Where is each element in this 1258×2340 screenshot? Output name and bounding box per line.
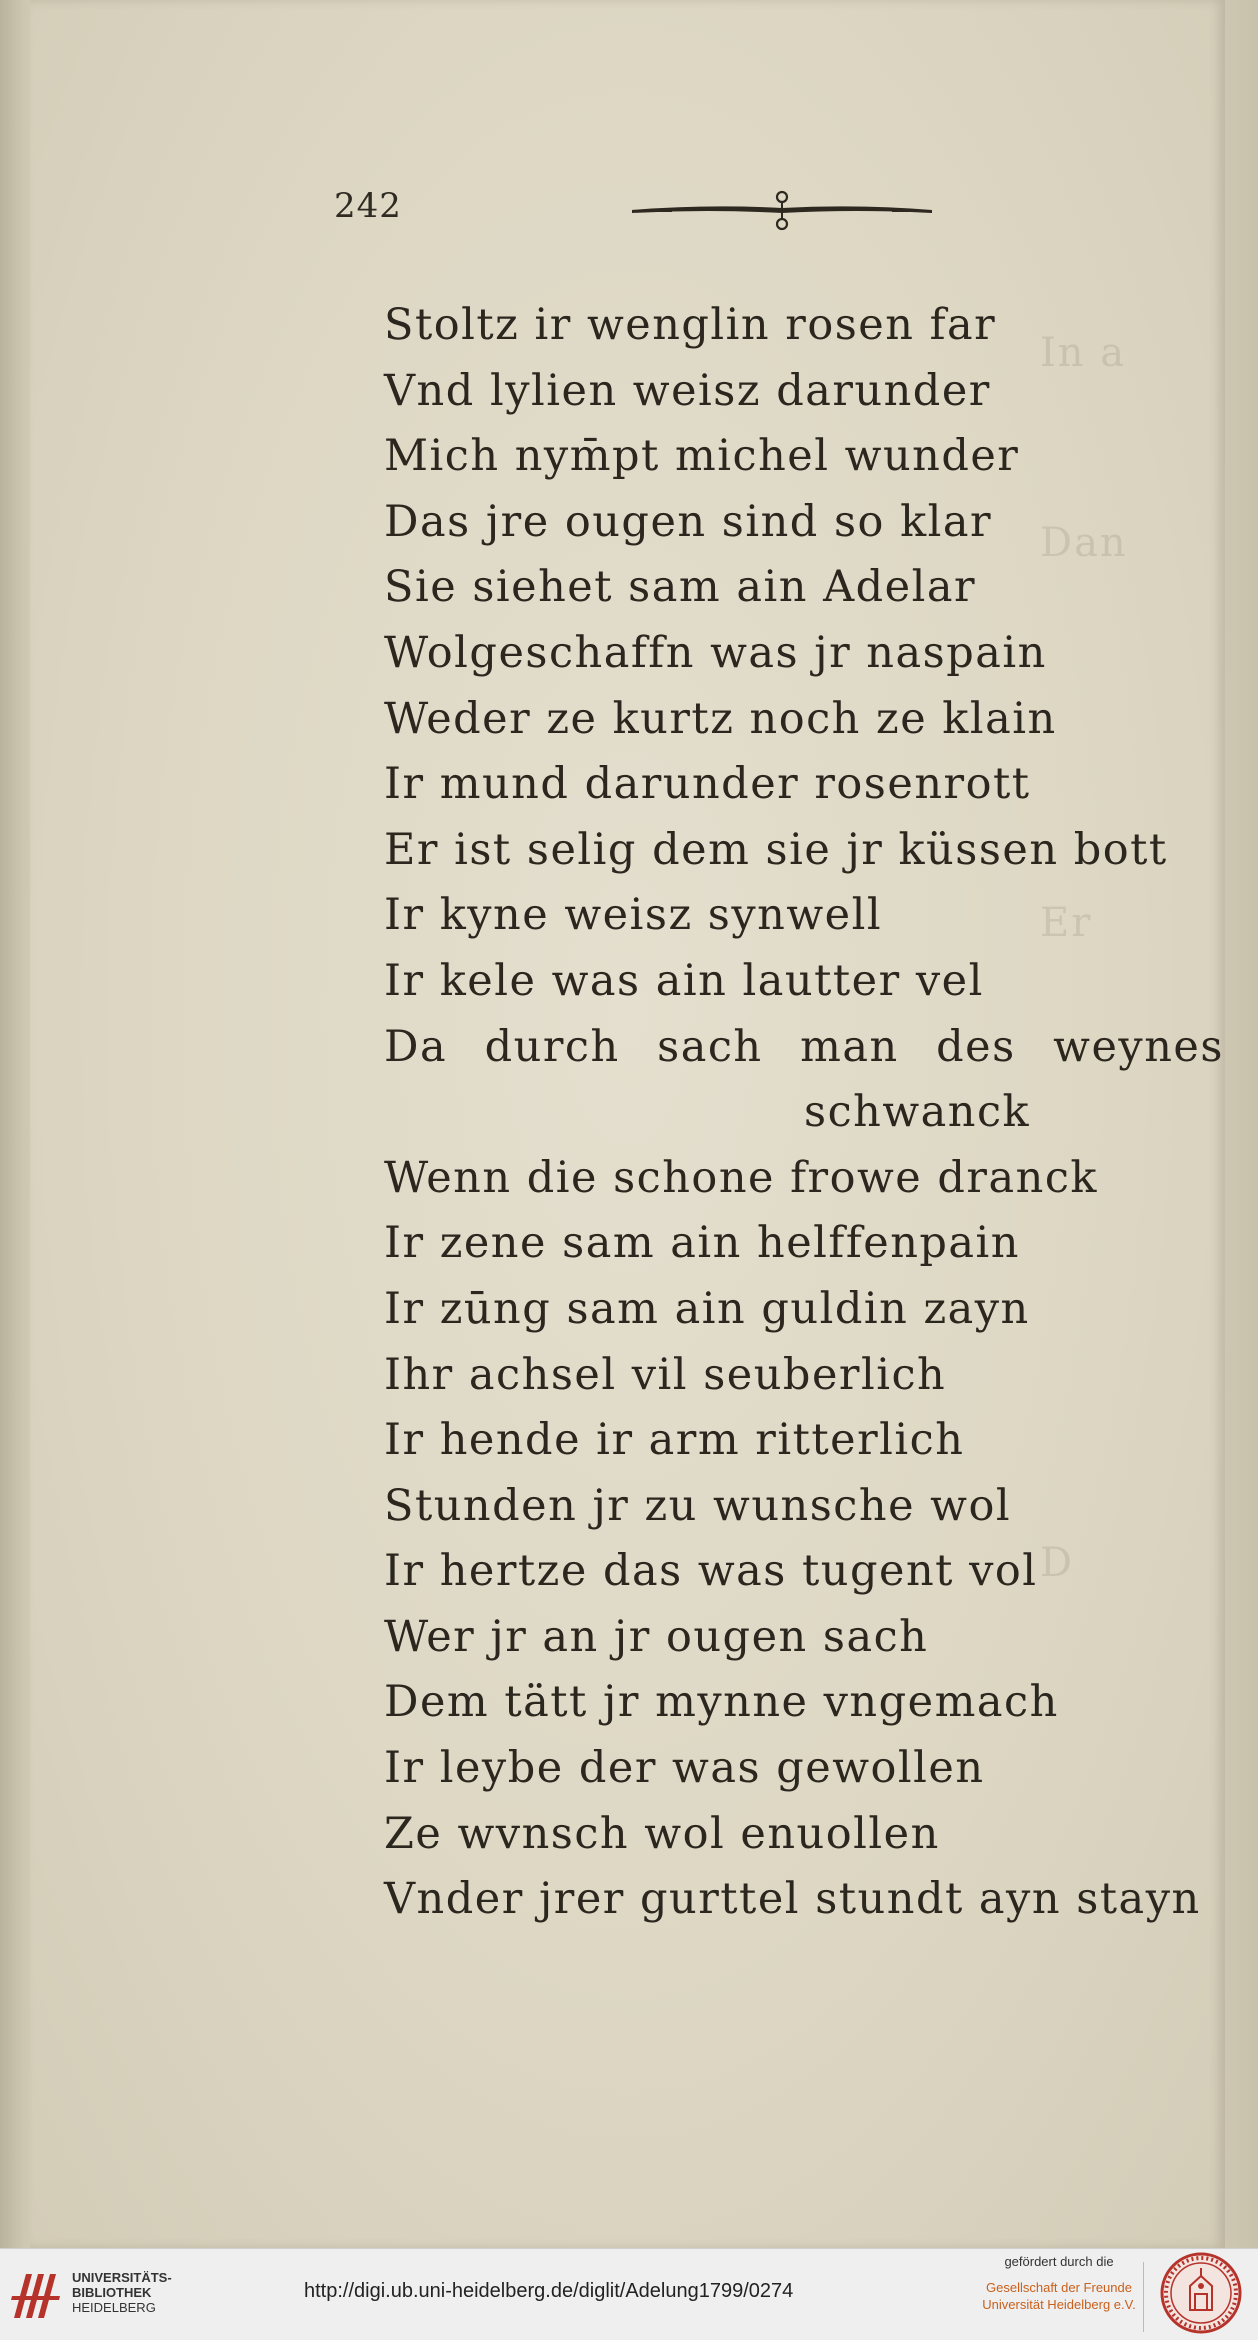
poem-line: Wenn die schone frowe dranck <box>384 1152 1098 1203</box>
poem-word: durch <box>484 1021 620 1072</box>
university-seal-icon[interactable] <box>1160 2252 1242 2334</box>
show-through-text: D <box>1040 1540 1075 1586</box>
sponsor-name-line: Universität Heidelberg e.V. <box>982 2297 1136 2312</box>
poem-word: Da <box>384 1021 448 1072</box>
poem-line: Ir kele was ain lautter vel <box>384 955 984 1006</box>
poem-line: Ir mund darunder rosenrott <box>384 759 1031 810</box>
poem-line: Weder ze kurtz noch ze klain <box>384 693 1057 744</box>
poem-line: Ir zūng sam ain guldin zayn <box>384 1283 1030 1334</box>
show-through-text: In a <box>1040 330 1127 376</box>
poem-word: weynes <box>1053 1021 1224 1072</box>
poem-line: Mich nym̄pt michel wunder <box>384 431 1020 482</box>
poem-line: Ze wvnsch wol enuollen <box>384 1808 940 1859</box>
poem-line: Vnd lylien weisz darunder <box>384 365 991 416</box>
poem-line: Sie siehet sam ain Adelar <box>384 562 977 613</box>
show-through-text: Er <box>1040 900 1093 946</box>
poem-word: des <box>936 1021 1016 1072</box>
ub-heidelberg-logo-icon[interactable] <box>10 2266 64 2322</box>
poem-line: Das jre ougen sind so klar <box>384 496 993 547</box>
poem-line: Vnder jrer gurttel stundt ayn stayn <box>384 1874 1201 1925</box>
poem-line: Stunden jr zu wunsche wol <box>384 1480 1012 1531</box>
poem-line: Ihr achsel vil seuberlich <box>384 1349 947 1400</box>
permalink-url[interactable]: http://digi.ub.uni-heidelberg.de/diglit/Adelung1799/0274 <box>304 2280 794 2302</box>
library-name[interactable] <box>72 2270 172 2315</box>
sponsor-credit[interactable] <box>974 2254 1144 2313</box>
page-number: 242 <box>334 186 402 226</box>
ornament-rule-icon <box>632 186 932 236</box>
footer-divider <box>1143 2262 1144 2332</box>
poem-line: Ir leybe der was gewollen <box>384 1743 985 1794</box>
poem-line: Ir hende ir arm ritterlich <box>384 1415 965 1466</box>
library-name-line: HEIDELBERG <box>72 2300 156 2315</box>
poem-line: Wer jr an jr ougen sach <box>384 1611 929 1662</box>
poem-word: sach <box>657 1021 763 1072</box>
poem-line-continuation: schwanck <box>804 1087 1031 1138</box>
poem-line: Wolgeschaffn was jr naspain <box>384 627 1047 678</box>
poem-word: man <box>800 1021 899 1072</box>
poem-line: Ir zene sam ain helffenpain <box>384 1218 1020 1269</box>
poem-line: Ir kyne weisz synwell <box>384 890 883 941</box>
poem-line: Dem tätt jr mynne vngemach <box>384 1677 1059 1728</box>
poem-line: Ir hertze das was tugent vol <box>384 1546 1038 1597</box>
sponsor-label: gefördert durch die <box>1004 2254 1114 2269</box>
library-name-line: UNIVERSITÄTS- <box>72 2270 172 2285</box>
poem-line: Er ist selig dem sie jr küssen bott <box>384 824 1168 875</box>
poem-line: Stoltz ir wenglin rosen far <box>384 300 997 350</box>
library-name-line: BIBLIOTHEK <box>72 2285 152 2300</box>
poem-line-justified <box>384 1015 1244 1081</box>
poem-text <box>384 293 1244 1933</box>
sponsor-name-line: Gesellschaft der Freunde <box>986 2280 1132 2295</box>
show-through-text: Dan <box>1040 520 1128 566</box>
